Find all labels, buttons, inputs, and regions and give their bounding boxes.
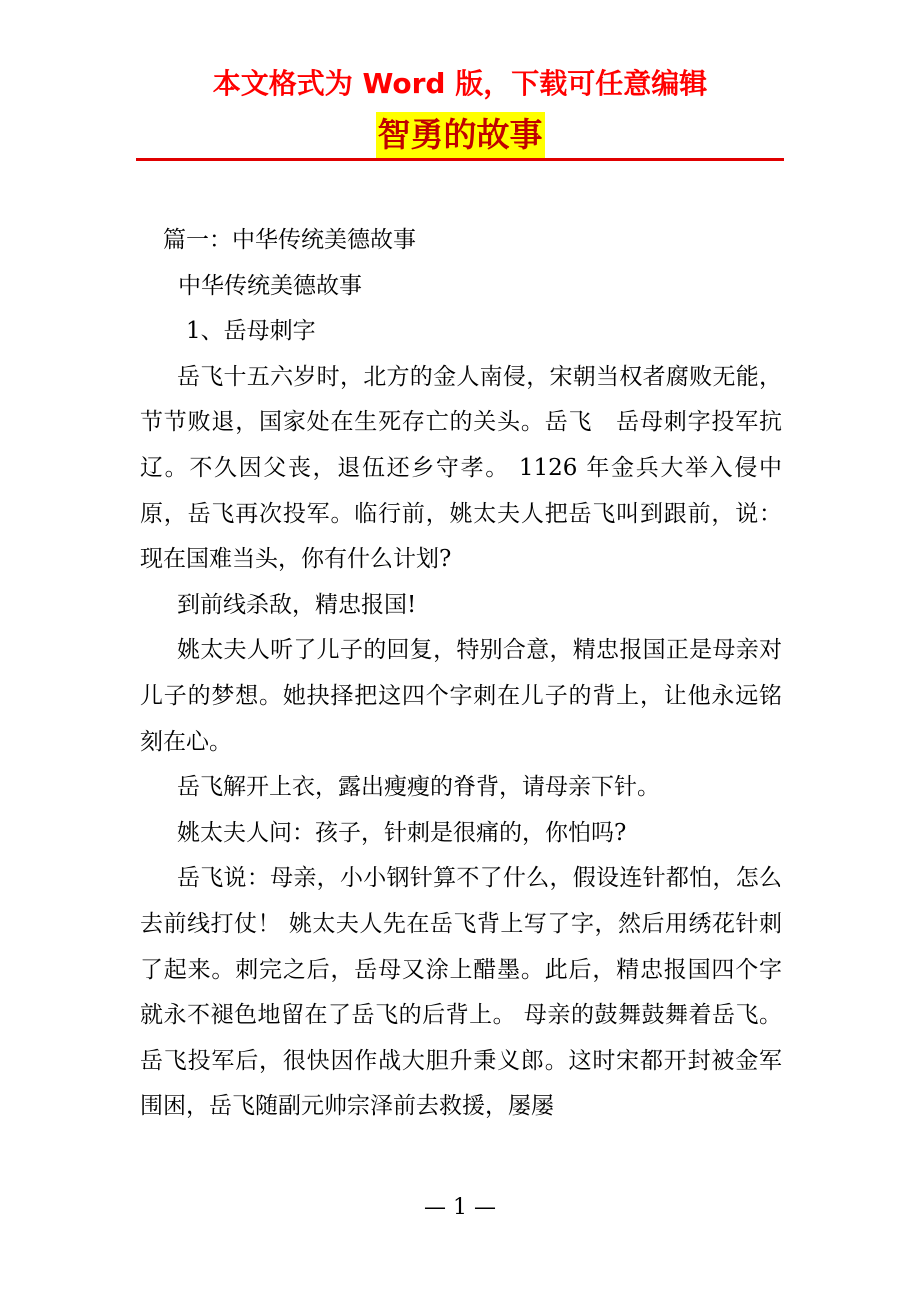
paragraph: 岳飞说：母亲，小小钢针算不了什么，假设连针都怕，怎么去前线打仗！ 姚太夫人先在岳飞背上写了字，然后用绣花针刺了起来。刺完之后，岳母又涂上醋墨。此后，精忠报国四个字就永不褪色地留在了岳飞的后背上。 母亲的鼓舞鼓舞着岳飞。岳飞投军后，很快因作战大胆升秉义郎。这时宋都开封被金军围困，岳飞随副元帅宗泽前去救援，屡屡 — [140, 865, 782, 1120]
paragraph: 岳飞解开上衣，露出瘦瘦的脊背，请母亲下针。 — [177, 774, 660, 801]
paragraph: 岳飞十五六岁时，北方的金人南侵，宋朝当权者腐败无能，节节败退，国家处在生死存亡的关头。岳飞 岳母刺字投军抗辽。不久因父丧，退伍还乡守孝。 1126 年金兵大举入侵中原，岳飞再次投军。临行前，姚太夫人把岳飞叫到跟前，说：现在国难当头，你有什么计划? — [140, 363, 782, 573]
section-heading: 篇一：中华传统美德故事 — [163, 227, 416, 253]
format-notice-banner: 本文格式为 Word 版，下载可任意编辑 — [212, 67, 708, 100]
paragraph: 姚太夫人听了儿子的回复，特别合意，精忠报国正是母亲对儿子的梦想。她抉择把这四个字刺在儿子的背上，让他永远铭刻在心。 — [140, 637, 782, 755]
title-container — [0, 112, 920, 158]
title-divider — [136, 158, 784, 161]
paragraph: 姚太夫人问：孩子，针刺是很痛的，你怕吗? — [177, 819, 627, 846]
article-heading: 中华传统美德故事 — [178, 272, 362, 299]
document-body — [140, 218, 782, 1130]
page-number: — 1 — — [424, 1195, 496, 1220]
document-title: 智勇的故事 — [376, 112, 545, 158]
paragraph: 到前线杀敌，精忠报国! — [177, 591, 417, 618]
story-heading: 1、岳母刺字 — [186, 318, 316, 345]
